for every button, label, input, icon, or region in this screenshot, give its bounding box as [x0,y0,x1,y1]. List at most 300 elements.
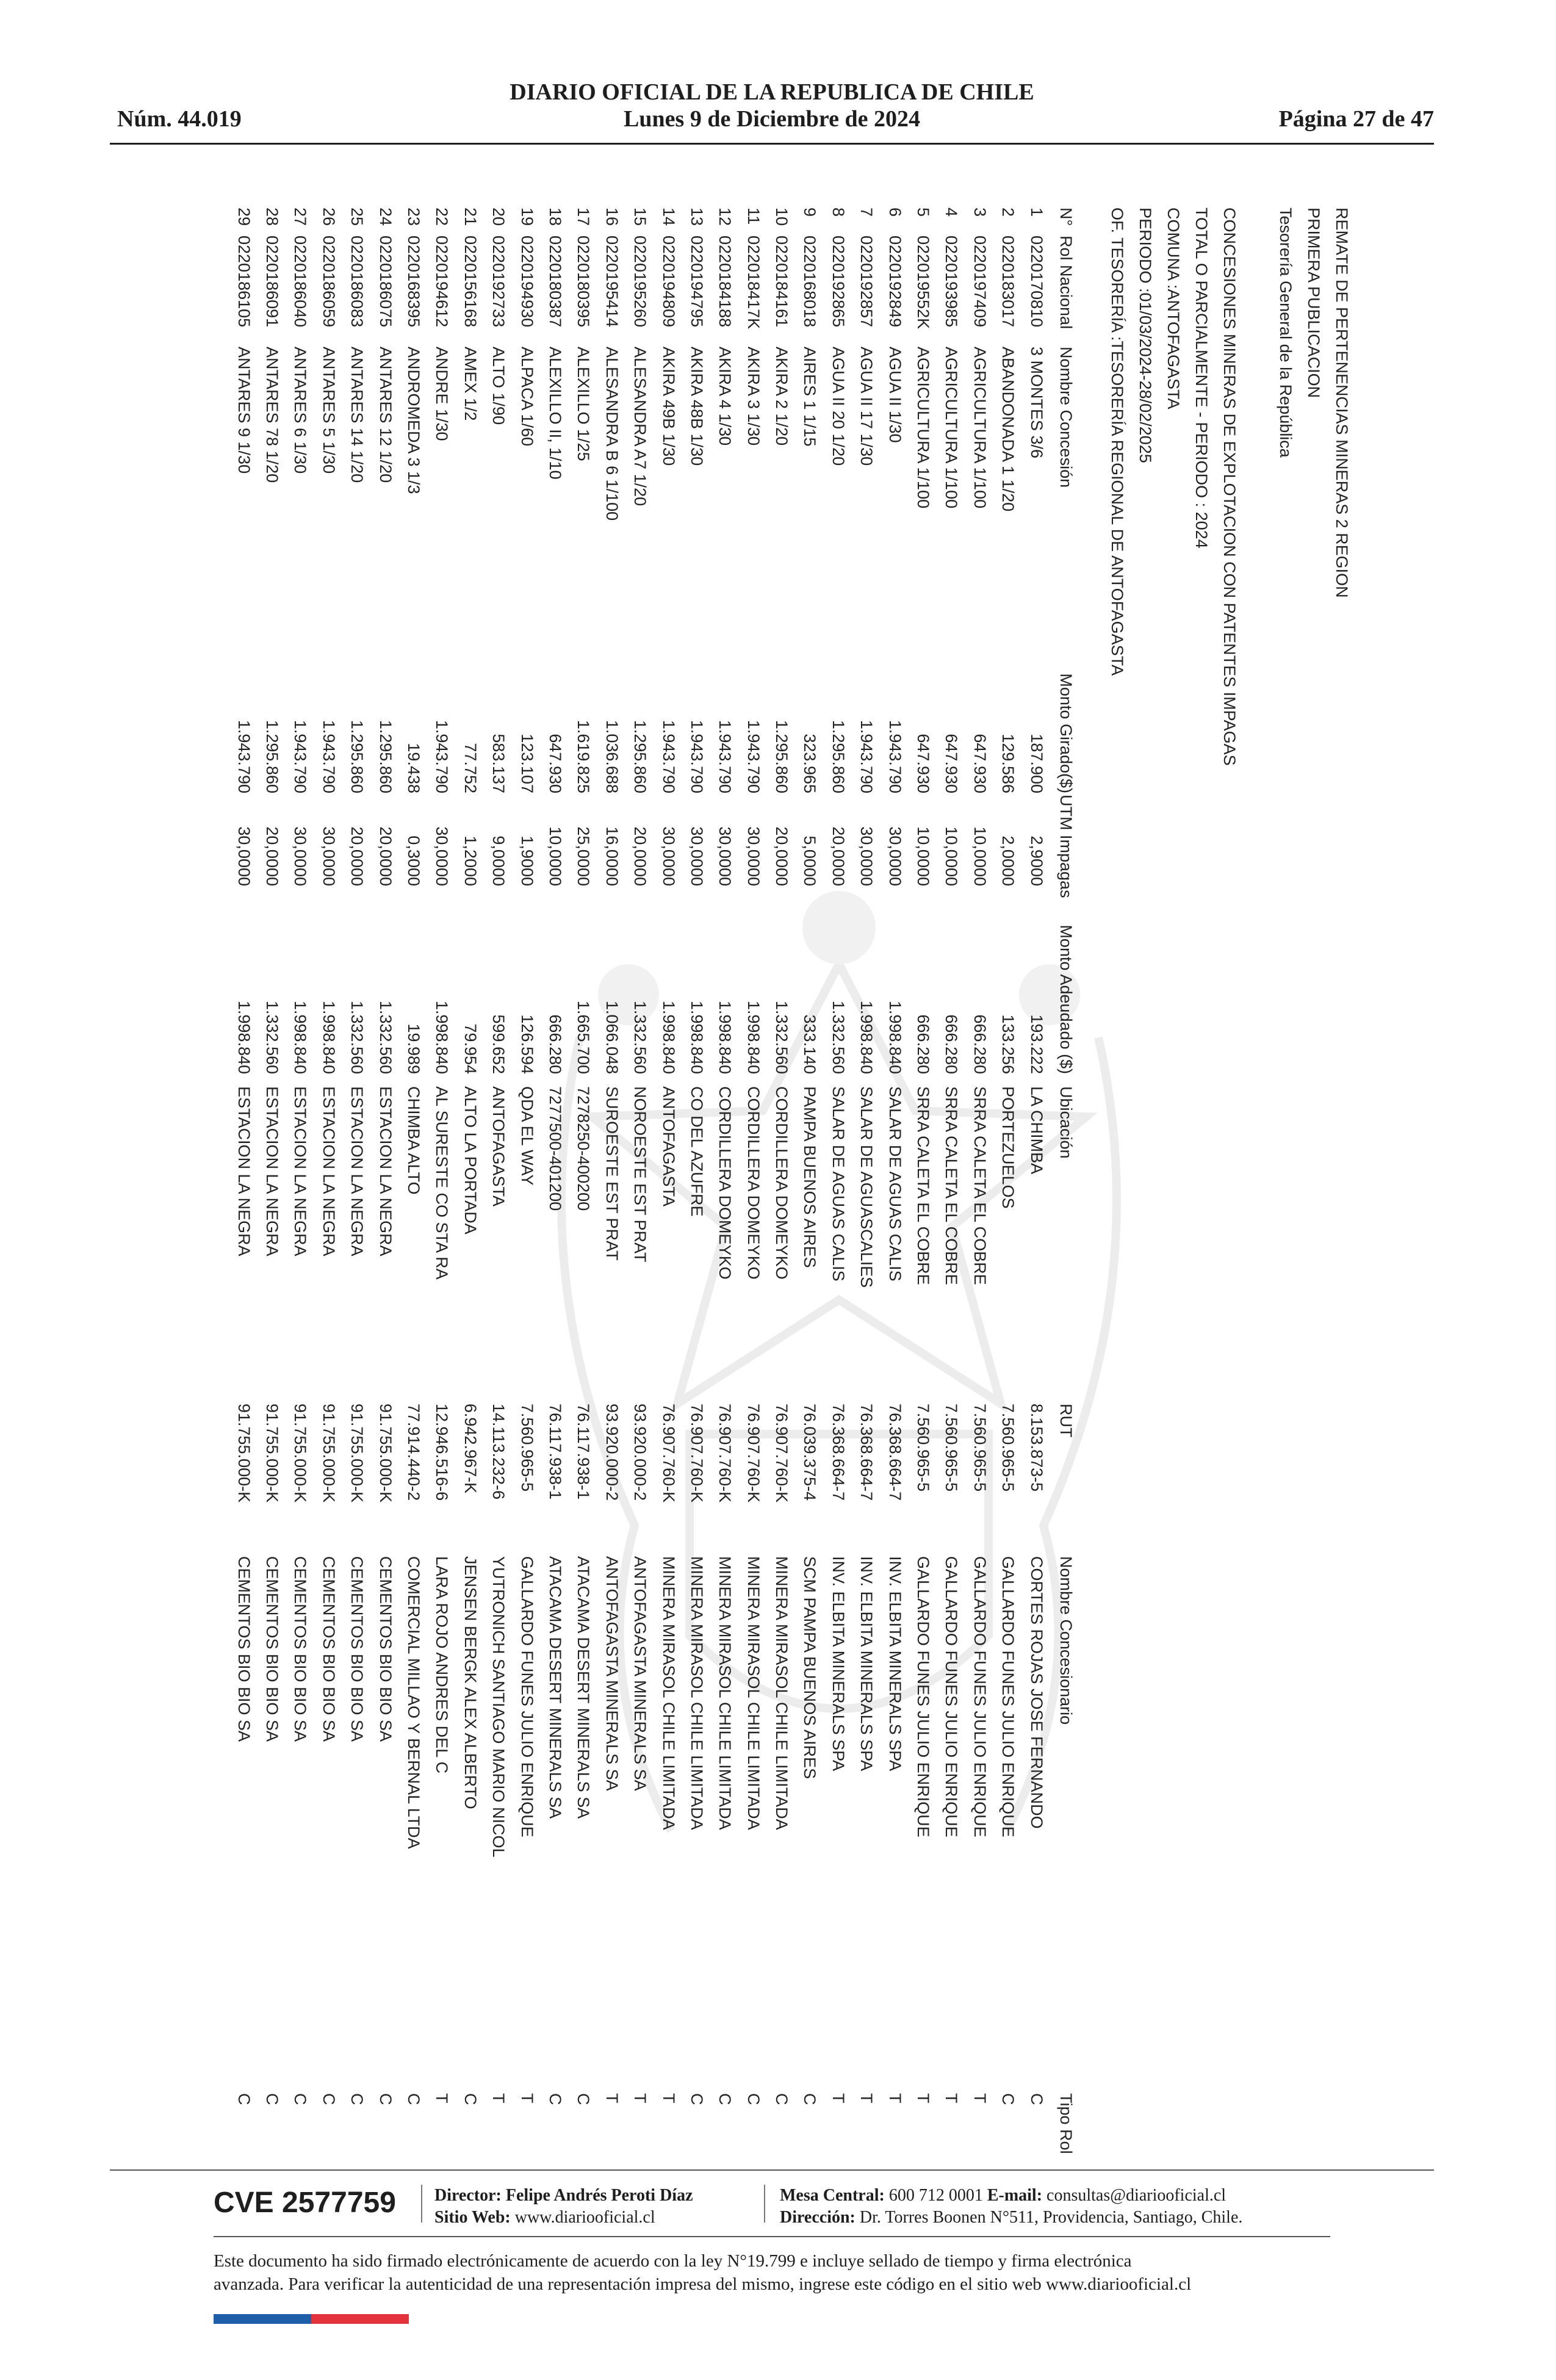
nombre-concesionario-cell: GALLARDO FUNES JULIO ENRIQUE [970,1556,989,1837]
table-row [342,207,370,2148]
nombre-concesion-cell: ANTARES 5 1/30 [319,347,338,474]
nombre-concesion-cell: AKIRA 49B 1/30 [659,347,678,466]
direccion-label: Dirección: [780,2208,855,2227]
monto-girado-cell: 647.930 [914,734,933,793]
table-row [879,207,907,2148]
utm-impagas-cell: 0,3000 [405,835,423,886]
monto-adeudado-cell: 1.332.560 [376,1000,395,1074]
rut-cell: 76.368.664-7 [829,1404,848,1501]
nombre-concesion-cell: AIRES 1 1/15 [801,347,819,447]
col-header-rol: Rol Nacional [1057,236,1075,330]
rut-cell: 7.560.965-5 [942,1404,961,1492]
monto-girado-cell: 1.295.860 [263,719,282,793]
table-row [398,207,427,2148]
monto-girado-cell: 77.752 [461,743,480,793]
notice-line: TOTAL O PARCIALMENTE - PERIODO : 2024 [1192,207,1211,549]
cve-code: CVE 2577759 [214,2187,396,2219]
row-number-cell: 24 [376,207,395,226]
rol-nacional-cell: 0220192733 [489,236,508,328]
row-number-cell: 13 [687,207,706,226]
monto-girado-cell: 1.295.860 [829,719,848,793]
monto-girado-cell: 129.586 [999,734,1018,793]
nombre-concesionario-cell: CEMENTOS BIO BIO SA [291,1556,310,1742]
director-name: Felipe Andrés Peroti Díaz [505,2186,693,2205]
rol-nacional-cell: 0220192849 [885,236,904,328]
rol-nacional-cell: 0220186105 [234,236,253,328]
notice-line: Tesorería General de la República [1277,207,1295,458]
ubicacion-cell: SRRA CALETA EL COBRE [914,1086,933,1285]
monto-adeudado-cell: 1.332.560 [631,1000,650,1074]
utm-impagas-cell: 10,0000 [942,826,961,886]
tipo-rol-cell: T [489,2093,508,2104]
tipo-rol-cell: T [659,2093,678,2104]
col-header-nombre: Nombre Concesión [1057,347,1075,488]
table-body [228,207,1049,2148]
monto-girado-cell: 1.943.790 [885,719,904,793]
col-header-n: N° [1057,207,1075,226]
monto-girado-cell: 1.943.790 [433,719,452,793]
ubicacion-cell: ANTOFAGASTA [659,1086,678,1207]
monto-adeudado-cell: 1.998.840 [433,1000,452,1074]
nombre-concesionario-cell: COMERCIAL MILLAO Y BERNAL LTDA [405,1556,423,1849]
direccion-text: Dr. Torres Boonen N°511, Providencia, Santiago, Chile. [859,2208,1243,2227]
row-number-cell: 17 [574,207,593,226]
monto-adeudado-cell: 19.989 [405,1023,423,1074]
tipo-rol-cell: C [405,2093,423,2105]
nombre-concesion-cell: ANDROMEDA 3 1/3 [405,347,423,494]
monto-girado-cell: 1.943.790 [857,719,876,793]
nombre-concesion-cell: AKIRA 3 1/30 [744,347,763,446]
rut-cell: 76.368.664-7 [857,1404,876,1501]
monto-girado-cell: 1.943.790 [687,719,706,793]
ubicacion-cell: ESTACION LA NEGRA [376,1086,395,1257]
tipo-rol-cell: T [602,2093,621,2104]
notice-line: CONCESIONES MINERAS DE EXPLOTACION CON PATENTES IMPAGAS [1220,207,1239,766]
nombre-concesionario-cell: ANTOFAGASTA MINERALS SA [602,1556,621,1791]
monto-adeudado-cell: 193.222 [1027,1014,1046,1074]
tipo-rol-cell: C [716,2093,735,2105]
monto-girado-cell: 647.930 [546,734,564,793]
director-label: Director: [434,2186,502,2205]
monto-adeudado-cell: 666.280 [942,1014,961,1074]
nombre-concesion-cell: ANTARES 9 1/30 [234,347,253,474]
row-number-cell: 19 [517,207,536,226]
nombre-concesionario-cell: CEMENTOS BIO BIO SA [348,1556,367,1742]
page-header [110,76,1434,145]
utm-impagas-cell: 30,0000 [319,826,338,886]
row-number-cell: 26 [319,207,338,226]
table-row [568,207,596,2148]
tipo-rol-cell: C [348,2093,367,2105]
row-number-cell: 4 [942,207,961,217]
rut-cell: 76.907.760-K [716,1404,735,1503]
rut-cell: 76.368.664-7 [885,1404,904,1501]
rol-nacional-cell: 0220186083 [348,236,367,328]
tipo-rol-cell: T [829,2093,848,2104]
row-number-cell: 15 [631,207,650,226]
rol-nacional-cell: 0220186075 [376,236,395,328]
col-header-monto-girado: Monto Girado($) [1057,673,1075,793]
nombre-concesion-cell: ANTARES 12 1/20 [376,347,395,483]
tipo-rol-cell: T [885,2093,904,2104]
ubicacion-cell: PORTEZUELOS [999,1086,1018,1209]
nombre-concesion-cell: AGUA II 20 1/20 [829,347,848,466]
rut-cell: 12.946.516-6 [433,1404,452,1501]
issue-number: Núm. 44.019 [117,106,242,132]
table-row [710,207,738,2148]
rut-cell: 76.039.375-4 [801,1404,819,1501]
rol-nacional-cell: 0220180395 [574,236,593,328]
rut-cell: 91.755.000-K [376,1404,395,1503]
rut-cell: 76.907.760-K [687,1404,706,1503]
rol-nacional-cell: 0220156168 [461,236,480,328]
notice-line: PRIMERA PUBLICACION [1305,207,1323,398]
rol-nacional-cell: 0220186059 [319,236,338,328]
nombre-concesion-cell: ANTARES 6 1/30 [291,347,310,474]
email-label: E-mail: [987,2186,1043,2205]
utm-impagas-cell: 30,0000 [291,826,310,886]
table-row [964,207,992,2148]
ubicacion-cell: LA CHIMBA [1027,1086,1046,1175]
notice-line: PERIODO :01/03/2024-28/02/2025 [1136,207,1154,463]
row-number-cell: 2 [999,207,1018,217]
nombre-concesionario-cell: MINERA MIRASOL CHILE LIMITADA [659,1556,678,1830]
rut-cell: 91.755.000-K [263,1404,282,1503]
tipo-rol-cell: C [999,2093,1018,2105]
rol-nacional-cell: 022018417K [744,236,763,330]
rut-cell: 91.755.000-K [291,1404,310,1503]
ubicacion-cell: SRRA CALETA EL COBRE [942,1086,961,1285]
utm-impagas-cell: 30,0000 [659,826,678,886]
ubicacion-cell: 7277500-401200 [546,1086,564,1211]
tipo-rol-cell: C [376,2093,395,2105]
nombre-concesionario-cell: ATACAMA DESERT MINERALS SA [574,1556,593,1819]
nombre-concesionario-cell: CEMENTOS BIO BIO SA [376,1556,395,1742]
ubicacion-cell: ANTOFAGASTA [489,1086,508,1207]
nombre-concesion-cell: ALESANDRA A7 1/20 [631,347,650,507]
nombre-concesionario-cell: GALLARDO FUNES JULIO ENRIQUE [914,1556,933,1837]
utm-impagas-cell: 20,0000 [263,826,282,886]
tipo-rol-cell: T [914,2093,933,2104]
header-rule [110,143,1434,145]
nombre-concesionario-cell: YUTRONICH SANTIAGO MARIO NICOL [489,1556,508,1858]
tipo-rol-cell: C [291,2093,310,2105]
nombre-concesion-cell: AMEX 1/2 [461,347,480,421]
row-number-cell: 25 [348,207,367,226]
table-row [1021,207,1049,2148]
legal-line: avanzada. Para verificar la autenticidad de una representación impresa del mismo, ingrese este código en el sitio web www.diariooficial.cl [214,2274,1192,2294]
table-row [228,207,256,2148]
row-number-cell: 7 [857,207,876,217]
row-number-cell: 11 [744,207,763,225]
utm-impagas-cell: 5,0000 [801,835,819,886]
nombre-concesion-cell: ALEXILLO 1/25 [574,347,593,461]
ubicacion-cell: ALTO LA PORTADA [461,1086,480,1235]
rut-cell: 76.907.760-K [744,1404,763,1503]
monto-adeudado-cell: 599.652 [489,1014,508,1074]
ubicacion-cell: CO DEL AZUFRE [687,1086,706,1217]
monto-adeudado-cell: 1.332.560 [829,1000,848,1074]
nombre-concesion-cell: AKIRA 4 1/30 [716,347,735,446]
email-link[interactable]: consultas@diariooficial.cl [1046,2186,1226,2205]
nombre-concesion-cell: ALESANDRA B 6 1/100 [602,347,621,521]
rol-nacional-cell: 0220180387 [546,236,564,328]
rut-cell: 7.560.965-5 [914,1404,933,1492]
rut-cell: 76.117.938-1 [574,1404,593,1500]
newspaper-title: DIARIO OFICIAL DE LA REPUBLICA DE CHILE [510,79,1034,105]
utm-impagas-cell: 10,0000 [914,826,933,886]
ubicacion-cell: NOROESTE EST PRAT [631,1086,650,1263]
nombre-concesionario-cell: CEMENTOS BIO BIO SA [234,1556,253,1742]
ubicacion-cell: AL SURESTE CO STA RA [433,1086,452,1280]
table-row [285,207,313,2148]
utm-impagas-cell: 10,0000 [546,826,564,886]
monto-girado-cell: 1.036.688 [602,719,621,793]
monto-girado-cell: 187.900 [1027,734,1046,793]
table-row [625,207,653,2148]
utm-impagas-cell: 30,0000 [716,826,735,886]
monto-girado-cell: 1.295.860 [773,719,791,793]
page-number: Página 27 de 47 [1278,106,1434,132]
row-number-cell: 14 [659,207,678,226]
nombre-concesionario-cell: MINERA MIRASOL CHILE LIMITADA [716,1556,735,1830]
ubicacion-cell: CORDILLERA DOMEYKO [744,1086,763,1280]
tipo-rol-cell: C [1027,2093,1046,2105]
nombre-concesionario-cell: GALLARDO FUNES JULIO ENRIQUE [517,1556,536,1837]
rol-nacional-cell: 0220194809 [659,236,678,328]
row-number-cell: 28 [263,207,282,226]
monto-adeudado-cell: 133.256 [999,1014,1018,1074]
monto-adeudado-cell: 1.998.840 [744,1000,763,1074]
utm-impagas-cell: 30,0000 [234,826,253,886]
nombre-concesionario-cell: INV. ELBITA MINERALS SPA [829,1556,848,1772]
nombre-concesionario-cell: GALLARDO FUNES JULIO ENRIQUE [999,1556,1018,1837]
tipo-rol-cell: T [433,2093,452,2104]
rol-nacional-cell: 0220194795 [687,236,706,328]
row-number-cell: 3 [970,207,989,217]
row-number-cell: 8 [829,207,848,217]
tipo-rol-cell: C [234,2093,253,2105]
col-header-ubicacion: Ubicación [1057,1086,1075,1159]
tipo-rol-cell: C [773,2093,791,2105]
rol-nacional-cell: 0220194612 [433,236,452,328]
nombre-concesion-cell: ANTARES 14 1/20 [348,347,367,483]
nombre-concesion-cell: ALEXILLO II, 1/10 [546,347,564,480]
nombre-concesion-cell: AGRICULTURA 1/100 [942,347,961,509]
rut-cell: 8.153.873-5 [1027,1404,1046,1492]
footer-divider [421,2185,422,2223]
rol-nacional-cell: 0220192865 [829,236,848,328]
nombre-concesionario-cell: CEMENTOS BIO BIO SA [263,1556,282,1742]
nombre-concesion-cell: ANTARES 78 1/20 [263,347,282,483]
monto-adeudado-cell: 1.998.840 [857,1000,876,1074]
utm-impagas-cell: 20,0000 [773,826,791,886]
ubicacion-cell: ESTACION LA NEGRA [348,1086,367,1257]
rut-cell: 91.755.000-K [234,1404,253,1503]
rol-nacional-cell: 0220194930 [517,236,536,328]
table-row [511,207,539,2148]
rut-cell: 76.907.760-K [773,1404,791,1503]
col-header-utm: UTM Impagas [1057,795,1075,898]
table-row [483,207,511,2148]
row-number-cell: 18 [546,207,564,226]
utm-impagas-cell: 2,0000 [999,835,1018,886]
nombre-concesion-cell: AGUA II 17 1/30 [857,347,876,466]
web-label: Sitio Web: [434,2208,511,2227]
nombre-concesionario-cell: SCM PAMPA BUENOS AIRES [801,1556,819,1780]
monto-adeudado-cell: 666.280 [970,1014,989,1074]
utm-impagas-cell: 20,0000 [348,826,367,886]
nombre-concesion-cell: AKIRA 2 1/20 [773,347,791,446]
rol-nacional-cell: 0220195260 [631,236,650,328]
utm-impagas-cell: 20,0000 [631,826,650,886]
monto-adeudado-cell: 1.332.560 [263,1000,282,1074]
nombre-concesionario-cell: CEMENTOS BIO BIO SA [319,1556,338,1742]
nombre-concesion-cell: AGUA II 1/30 [885,347,904,443]
rut-cell: 93.920.000-2 [631,1404,650,1501]
tipo-rol-cell: T [942,2093,961,2104]
footer-rule [214,2236,1330,2237]
nombre-concesion-cell: ABANDONADA 1 1/20 [999,347,1018,512]
monto-girado-cell: 1.295.860 [376,719,395,793]
rut-cell: 91.755.000-K [319,1404,338,1503]
monto-adeudado-cell: 1.332.560 [773,1000,791,1074]
footer-rule [110,2169,1434,2171]
nombre-concesionario-cell: MINERA MIRASOL CHILE LIMITADA [773,1556,791,1830]
flag-bar-red [311,2314,409,2324]
mesa-phone: 600 712 0001 [888,2186,983,2205]
tipo-rol-cell: C [263,2093,282,2105]
ubicacion-cell: SUROESTE EST PRAT [602,1086,621,1261]
tipo-rol-cell: C [319,2093,338,2105]
nombre-concesion-cell: 3 MONTES 3/6 [1027,347,1046,459]
monto-adeudado-cell: 333.140 [801,1014,819,1074]
nombre-concesionario-cell: CORTES ROJAS JOSE FERNANDO [1027,1556,1046,1829]
utm-impagas-cell: 25,0000 [574,826,593,886]
nombre-concesionario-cell: LARA ROJO ANDRES DEL C [433,1556,452,1774]
table-row [313,207,341,2148]
nombre-concesionario-cell: MINERA MIRASOL CHILE LIMITADA [744,1556,763,1830]
monto-girado-cell: 1.943.790 [234,719,253,793]
monto-adeudado-cell: 1.998.840 [291,1000,310,1074]
row-number-cell: 21 [461,207,480,226]
rol-nacional-cell: 0220184161 [773,236,791,328]
tipo-rol-cell: C [546,2093,564,2105]
nombre-concesionario-cell: ANTOFAGASTA MINERALS SA [631,1556,650,1791]
rol-nacional-cell: 022019552K [914,236,933,330]
monto-adeudado-cell: 1.998.840 [234,1000,253,1074]
tipo-rol-cell: T [631,2093,650,2104]
rol-nacional-cell: 0220168395 [405,236,423,328]
row-number-cell: 6 [885,207,904,217]
tipo-rol-cell: T [970,2093,989,2104]
ubicacion-cell: ESTACION LA NEGRA [319,1086,338,1257]
utm-impagas-cell: 30,0000 [857,826,876,886]
row-number-cell: 23 [405,207,423,226]
col-header-monto-adeudado: Monto Adeudado ($) [1057,925,1075,1074]
monto-adeudado-cell: 1.998.840 [687,1000,706,1074]
rol-nacional-cell: 0220195414 [602,236,621,328]
ubicacion-cell: SALAR DE AGUAS CALIS [885,1086,904,1282]
nombre-concesionario-cell: MINERA MIRASOL CHILE LIMITADA [687,1556,706,1830]
monto-girado-cell: 1.619.825 [574,719,593,793]
utm-impagas-cell: 30,0000 [433,826,452,886]
monto-girado-cell: 19.438 [405,743,423,793]
tipo-rol-cell: T [517,2093,536,2104]
utm-impagas-cell: 30,0000 [687,826,706,886]
rut-cell: 7.560.965-5 [517,1404,536,1492]
monto-adeudado-cell: 1.998.840 [885,1000,904,1074]
rut-cell: 77.914.440-2 [405,1404,423,1501]
tipo-rol-cell: C [744,2093,763,2105]
rol-nacional-cell: 0220192857 [857,236,876,328]
table-row [653,207,681,2148]
row-number-cell: 12 [716,207,735,226]
table-row [936,207,964,2148]
table-row [682,207,710,2148]
footer-director-block [434,2185,693,2229]
monto-girado-cell: 1.295.860 [631,719,650,793]
rol-nacional-cell: 0220168018 [801,236,819,328]
utm-impagas-cell: 20,0000 [829,826,848,886]
footer-contact-block [780,2185,1242,2229]
flag-bar-blue [214,2314,311,2324]
ubicacion-cell: SALAR DE AGUAS CALIS [829,1086,848,1282]
rol-nacional-cell: 0220197409 [970,236,989,328]
monto-girado-cell: 647.930 [942,734,961,793]
monto-adeudado-cell: 1.332.560 [348,1000,367,1074]
monto-adeudado-cell: 666.280 [546,1014,564,1074]
row-number-cell: 22 [433,207,452,226]
monto-girado-cell: 583.137 [489,734,508,793]
notice-line: COMUNA :ANTOFAGASTA [1164,207,1183,409]
rut-cell: 14.113.232-6 [489,1404,508,1500]
legal-notice [214,2249,1361,2296]
nombre-concesion-cell: AKIRA 48B 1/30 [687,347,706,466]
ubicacion-cell: CORDILLERA DOMEYKO [716,1086,735,1280]
table-row [257,207,285,2148]
ubicacion-cell: PAMPA BUENOS AIRES [801,1086,819,1268]
monto-girado-cell: 1.295.860 [348,719,367,793]
row-number-cell: 1 [1027,207,1046,217]
web-link[interactable]: www.diariooficial.cl [514,2208,655,2227]
nombre-concesion-cell: AGRICULTURA 1/100 [970,347,989,509]
utm-impagas-cell: 16,0000 [602,826,621,886]
ubicacion-cell: ESTACION LA NEGRA [234,1086,253,1257]
monto-girado-cell: 647.930 [970,734,989,793]
nombre-concesionario-cell: JENSEN BERGK ALEX ALBERTO [461,1556,480,1809]
nombre-concesion-cell: ANDRE 1/30 [433,347,452,441]
rol-nacional-cell: 0220193985 [942,236,961,328]
utm-impagas-cell: 30,0000 [744,826,763,886]
concessions-table [228,207,1078,2154]
monto-adeudado-cell: 1.998.840 [716,1000,735,1074]
nombre-concesionario-cell: GALLARDO FUNES JULIO ENRIQUE [942,1556,961,1837]
monto-adeudado-cell: 79.954 [461,1023,480,1074]
monto-girado-cell: 1.943.790 [291,719,310,793]
tipo-rol-cell: C [461,2093,480,2105]
monto-adeudado-cell: 1.066.048 [602,1000,621,1074]
rol-nacional-cell: 0220170810 [1027,236,1046,328]
row-number-cell: 27 [291,207,310,226]
table-row [427,207,455,2148]
tipo-rol-cell: C [687,2093,706,2105]
nombre-concesionario-cell: ATACAMA DESERT MINERALS SA [546,1556,564,1819]
issue-date: Lunes 9 de Diciembre de 2024 [624,106,920,132]
rut-cell: 93.920.000-2 [602,1404,621,1501]
ubicacion-cell: QDA EL WAY [517,1086,536,1186]
row-number-cell: 20 [489,207,508,226]
